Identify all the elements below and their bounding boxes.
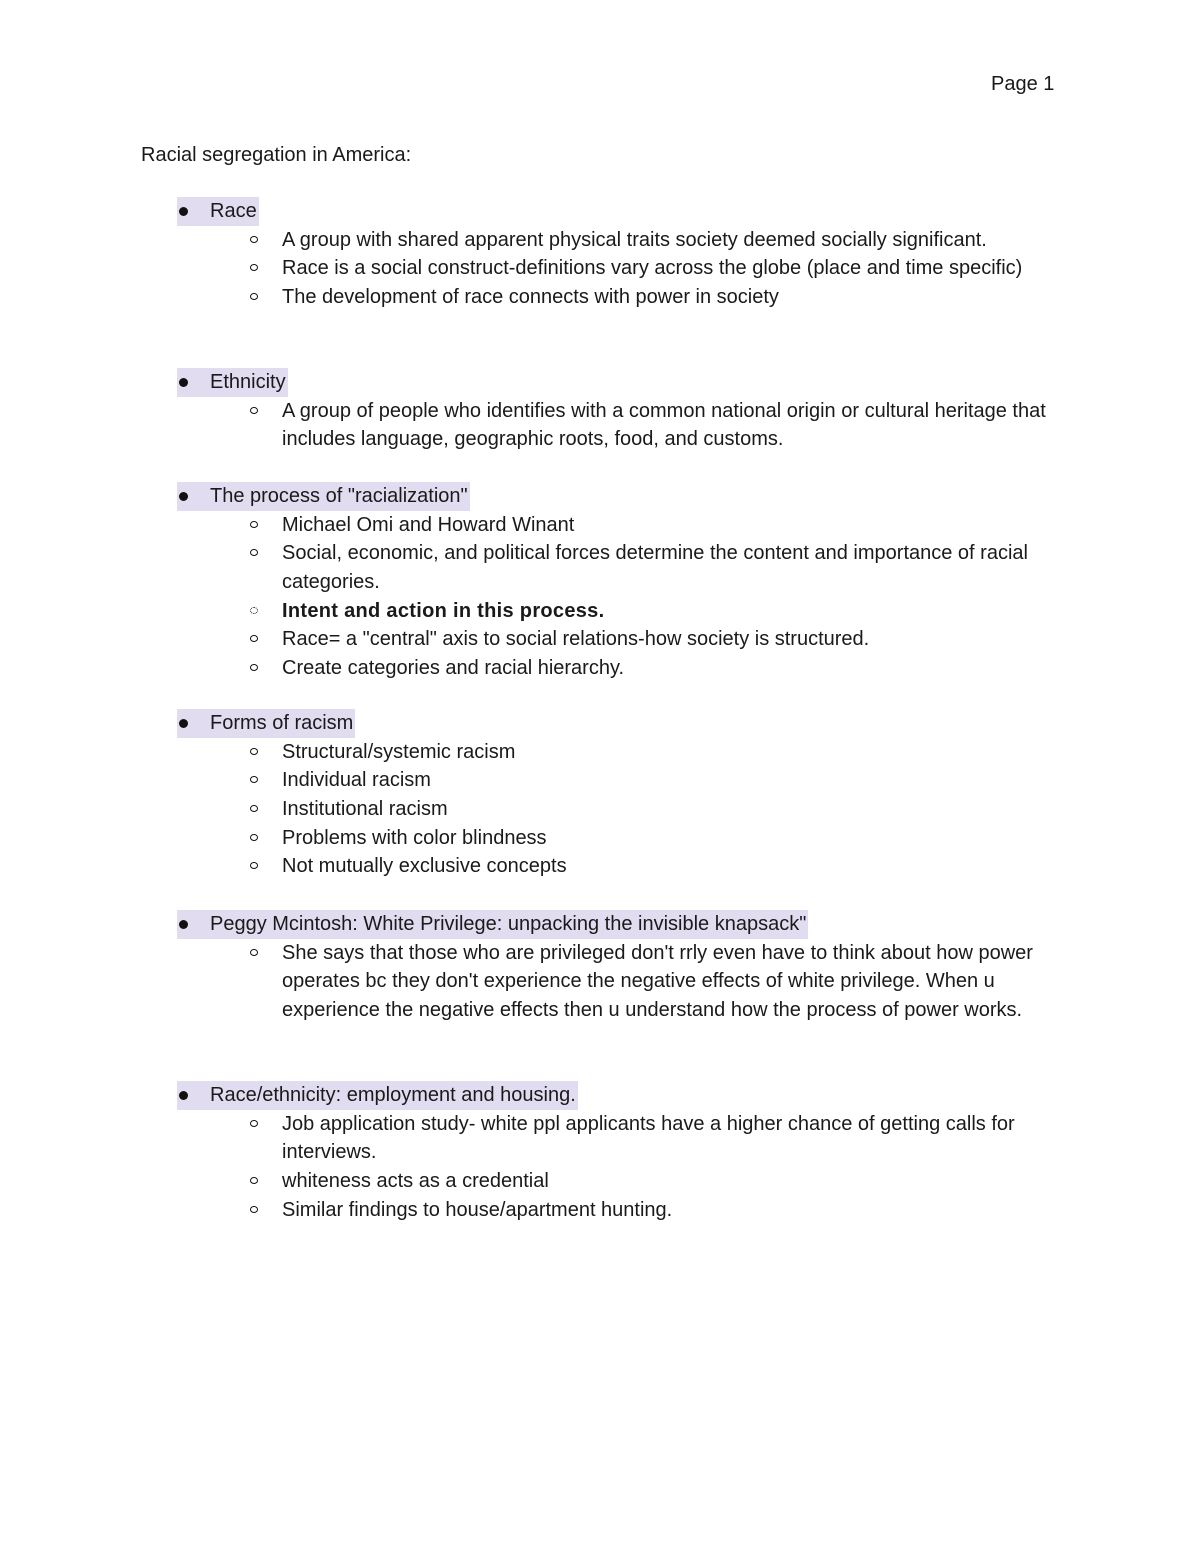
filled-bullet-icon xyxy=(179,1091,188,1100)
list-item xyxy=(0,738,1200,767)
list-item-text: whiteness acts as a credential xyxy=(282,1169,549,1192)
hollow-bullet-icon xyxy=(250,805,258,812)
list-item-text: Institutional racism xyxy=(282,797,448,820)
hollow-bullet-icon xyxy=(250,264,258,271)
list-item xyxy=(0,852,1200,881)
filled-bullet-icon xyxy=(179,719,188,728)
hollow-bullet-icon xyxy=(250,748,258,755)
filled-bullet-icon xyxy=(179,920,188,929)
hollow-bullet-icon xyxy=(250,293,258,300)
section-heading-row xyxy=(0,368,1200,397)
list-item xyxy=(0,766,1200,795)
hollow-bullet-icon xyxy=(250,236,258,243)
section-forms-of-racism xyxy=(0,709,1200,881)
section-racialization xyxy=(0,482,1200,683)
hollow-bullet-icon xyxy=(250,776,258,783)
list-item xyxy=(0,254,1200,283)
filled-bullet-icon xyxy=(179,492,188,501)
section-heading: The process of "racialization" xyxy=(177,482,470,511)
list-item xyxy=(0,1110,1200,1167)
section-heading-row xyxy=(0,482,1200,511)
list-item xyxy=(0,1196,1200,1225)
list-item-text: She says that those who are privileged don't rrly even have to think about how power operates bc they don't experience the negative effects of white privilege. When u experience the negative effects then u understand how the process of power works. xyxy=(282,941,1033,1021)
list-item xyxy=(0,1167,1200,1196)
list-item xyxy=(0,654,1200,683)
hollow-bullet-icon xyxy=(250,607,258,614)
document-title: Racial segregation in America: xyxy=(141,144,412,166)
sub-list xyxy=(0,738,1200,882)
list-item xyxy=(0,511,1200,540)
sub-list xyxy=(0,397,1200,454)
section-heading: Race/ethnicity: employment and housing. xyxy=(177,1081,578,1110)
list-item xyxy=(0,824,1200,853)
hollow-bullet-icon xyxy=(250,549,258,556)
list-item-text: Similar findings to house/apartment hunting. xyxy=(282,1198,673,1221)
list-item xyxy=(0,539,1200,596)
sub-list xyxy=(0,1110,1200,1225)
list-item xyxy=(0,795,1200,824)
section-ethnicity xyxy=(0,368,1200,454)
list-item-text: Michael Omi and Howard Winant xyxy=(282,513,575,536)
section-white-privilege xyxy=(0,910,1200,1025)
page-number: Page 1 xyxy=(991,73,1055,95)
list-item-text: Create categories and racial hierarchy. xyxy=(282,657,625,680)
list-item-text: Job application study- white ppl applicants have a higher chance of getting calls for interviews. xyxy=(282,1112,1015,1164)
section-heading: Peggy Mcintosh: White Privilege: unpacking the invisible knapsack" xyxy=(177,910,808,939)
section-heading-row xyxy=(0,910,1200,939)
list-item-text: Structural/systemic racism xyxy=(282,740,516,763)
section-heading-row xyxy=(0,1081,1200,1110)
hollow-bullet-icon xyxy=(250,407,258,414)
section-heading-row xyxy=(0,709,1200,738)
list-item xyxy=(0,397,1200,454)
list-item-text: Not mutually exclusive concepts xyxy=(282,855,567,878)
hollow-bullet-icon xyxy=(250,664,258,671)
hollow-bullet-icon xyxy=(250,949,258,956)
list-item xyxy=(0,283,1200,312)
section-heading-row xyxy=(0,197,1200,226)
list-item-text: A group of people who identifies with a common national origin or cultural heritage that includes language, geographic roots, food, and customs. xyxy=(282,399,1046,451)
list-item xyxy=(0,625,1200,654)
list-item-text: A group with shared apparent physical traits society deemed socially significant. xyxy=(282,228,987,251)
filled-bullet-icon xyxy=(179,207,188,216)
list-item-text: Social, economic, and political forces determine the content and importance of racial categories. xyxy=(282,542,1028,593)
section-race xyxy=(0,197,1200,312)
section-employment-housing xyxy=(0,1081,1200,1224)
section-heading: Race xyxy=(177,197,259,226)
section-heading: Forms of racism xyxy=(177,709,355,738)
sub-list xyxy=(0,939,1200,1025)
list-item xyxy=(0,939,1200,1025)
hollow-bullet-icon xyxy=(250,1177,258,1184)
section-heading: Ethnicity xyxy=(177,368,288,397)
hollow-bullet-icon xyxy=(250,635,258,642)
list-item xyxy=(0,226,1200,255)
hollow-bullet-icon xyxy=(250,834,258,841)
hollow-bullet-icon xyxy=(250,521,258,528)
hollow-bullet-icon xyxy=(250,1206,258,1213)
filled-bullet-icon xyxy=(179,378,188,387)
list-item-text: Problems with color blindness xyxy=(282,826,547,849)
sub-list xyxy=(0,511,1200,683)
hollow-bullet-icon xyxy=(250,1120,258,1127)
sub-list xyxy=(0,226,1200,312)
hollow-bullet-icon xyxy=(250,862,258,869)
list-item-text: The development of race connects with power in society xyxy=(282,285,779,308)
list-item xyxy=(0,597,1200,626)
list-item-text: Individual racism xyxy=(282,769,431,792)
list-item-text: Race= a "central" axis to social relations-how society is structured. xyxy=(282,628,870,651)
list-item-text: Intent and action in this process. xyxy=(282,599,605,622)
list-item-text: Race is a social construct-definitions vary across the globe (place and time specific) xyxy=(282,257,1023,280)
